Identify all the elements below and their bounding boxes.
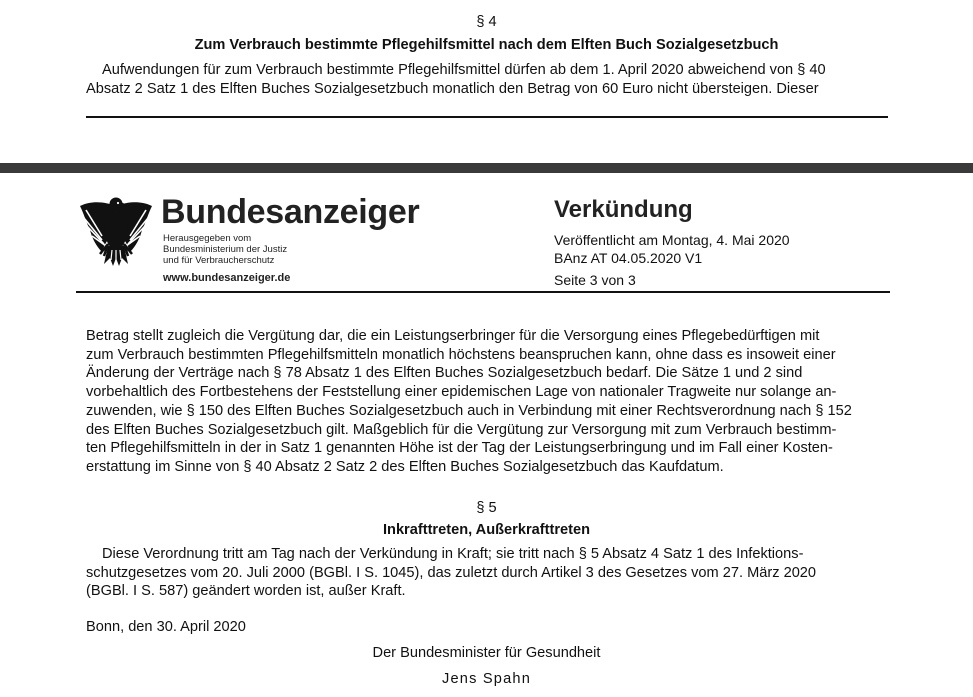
publisher-info	[163, 233, 287, 266]
section-4-mark: § 4	[476, 14, 497, 30]
text-line: Diese Verordnung tritt am Tag nach der Verkündung in Kraft; sie tritt nach § 5 Absatz 4 Satz 1 des Infektions-	[102, 546, 804, 562]
publication-info	[554, 231, 790, 289]
text-line: zum Verbrauch bestimmten Pflegehilfsmitteln monatlich höchstens beanspruchen kann, ohne dass es insoweit einer	[86, 346, 836, 363]
header-rule	[76, 291, 890, 293]
section-end-rule	[86, 116, 888, 118]
text-line: (BGBl. I S. 587) geändert worden ist, außer Kraft.	[86, 583, 406, 600]
text-line: schutzgesetzes vom 20. Juli 2000 (BGBl. I S. 1045), das zuletzt durch Artikel 3 des Gesetzes vom 27. März 2020	[86, 564, 817, 581]
section-4-heading: Zum Verbrauch bestimmte Pflegehilfsmittel nach dem Elften Buch Sozialgesetzbuch	[194, 37, 779, 53]
brand-name: Bundesanzeiger	[161, 193, 420, 231]
text-line: Betrag stellt zugleich die Vergütung dar, die ein Leistungserbringer für die Versorgung eines Pflegebedürftigen mit	[86, 328, 820, 344]
place-and-date: Bonn, den 30. April 2020	[86, 619, 246, 635]
website-link[interactable]: www.bundesanzeiger.de	[163, 272, 291, 284]
text-line: Aufwendungen für zum Verbrauch bestimmte Pflegehilfsmittel dürfen ab dem 1. April 2020 abweichend von § 40	[102, 62, 826, 78]
text-line: Änderung der Verträge nach § 78 Absatz 1 des Elften Buches Sozialgesetzbuch bedarf. Die Sätze 1 und 2 sind	[86, 365, 803, 382]
signing-office: Der Bundesminister für Gesundheit	[372, 645, 601, 661]
publisher-line: Bundesministerium der Justiz	[163, 244, 288, 255]
signatory-name: Jens Spahn	[441, 671, 532, 687]
page-break-band	[0, 163, 973, 173]
text-line: Absatz 2 Satz 1 des Elften Buches Sozialgesetzbuch monatlich den Betrag von 60 Euro nicht übersteigen. Dieser	[86, 80, 819, 97]
text-line: erstattung im Sinne von § 40 Absatz 2 Satz 2 des Elften Buches Sozialgesetzbuch das Kaufdatum.	[86, 458, 724, 475]
document-type-title: Verkündung	[554, 196, 693, 223]
publisher-line: und für Verbraucherschutz	[163, 255, 275, 266]
publisher-line: Herausgegeben vom	[163, 233, 252, 244]
page-number: Seite 3 von 3	[554, 272, 636, 288]
text-line: vorbehaltlich des Fortbestehens der Feststellung einer epidemischen Lage von nationaler Tragweite nur solange an-	[86, 384, 837, 401]
publication-date: Veröffentlicht am Montag, 4. Mai 2020	[554, 232, 790, 248]
publication-reference: BAnz AT 04.05.2020 V1	[554, 250, 703, 266]
federal-eagle-icon	[78, 192, 154, 268]
continuation-paragraph	[86, 327, 888, 477]
section-5-mark: § 5	[476, 500, 497, 516]
text-line: des Elften Buches Sozialgesetzbuch gilt. Maßgeblich für die Vergütung zur Versorgung mit zum Verbrauch bestimm-	[86, 421, 837, 438]
text-line: ten Pflegehilfsmitteln in der in Satz 1 genannten Höhe ist der Tag der Leistungserbringung und im Fall einer Kosten-	[86, 440, 833, 457]
text-line: zuwenden, wie § 150 des Elften Buches Sozialgesetzbuch auch in Verbindung mit einer Rechtsverordnung nach § 152	[86, 402, 852, 419]
section-5-body	[86, 545, 888, 601]
section-5-heading: Inkrafttreten, Außerkrafttreten	[382, 522, 591, 538]
section-4-body	[86, 61, 888, 98]
